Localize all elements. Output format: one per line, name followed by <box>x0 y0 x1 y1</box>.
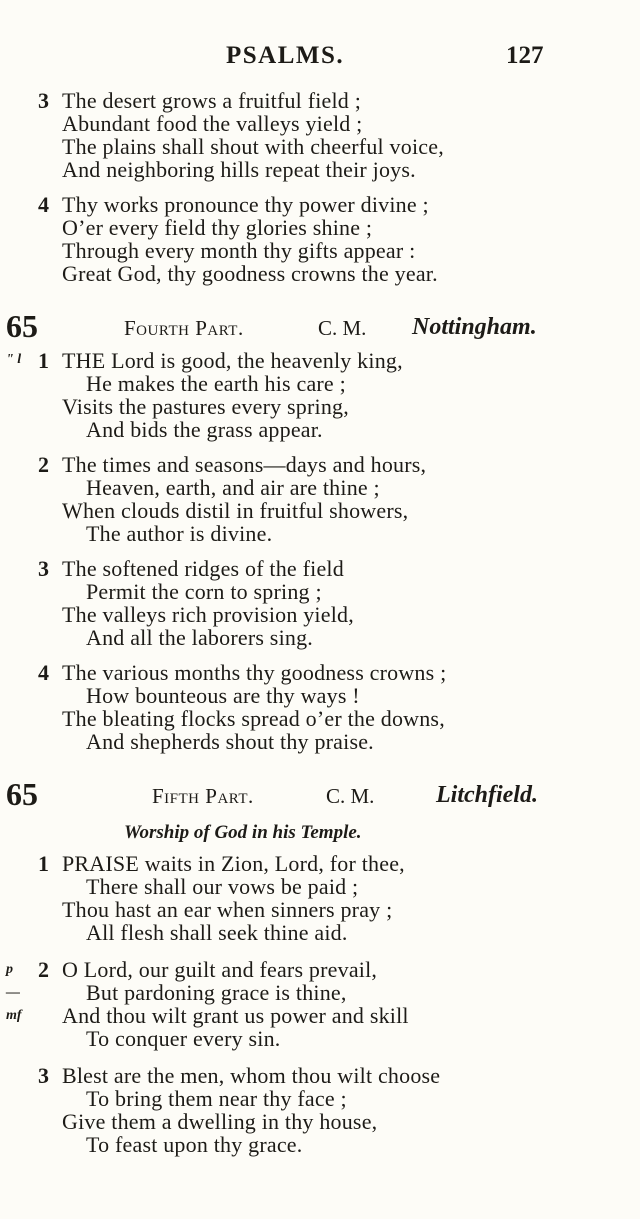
hymn-heading <box>0 308 640 348</box>
verse-line: The desert grows a fruitful field ; <box>62 88 362 113</box>
verse-line: The softened ridges of the field <box>62 556 344 581</box>
verse-line: The bleating flocks spread o’er the downs, <box>62 706 445 731</box>
verse-line: To bring them near thy face ; <box>86 1086 347 1111</box>
hymn-part: Fourth Part. <box>124 316 244 340</box>
verse-line: He makes the earth his care ; <box>86 371 346 396</box>
verse-line: Visits the pastures every spring, <box>62 394 349 419</box>
verse-line: And shepherds shout thy praise. <box>86 729 374 754</box>
verse-line: All flesh shall seek thine aid. <box>86 920 348 945</box>
margin-mark: " l <box>6 352 22 367</box>
verse-line: But pardoning grace is thine, <box>86 980 347 1005</box>
running-head <box>0 42 640 72</box>
verse-line: Give them a dwelling in thy house, <box>62 1109 378 1134</box>
verse-line: There shall our vows be paid ; <box>86 874 359 899</box>
verse-line: Thou hast an ear when sinners pray ; <box>62 897 393 922</box>
verse-line: PRAISE waits in Zion, Lord, for thee, <box>62 851 405 876</box>
verse-line: Abundant food the valleys yield ; <box>62 111 363 136</box>
verse-line: And all the laborers sing. <box>86 625 313 650</box>
running-title: PSALMS. <box>226 42 345 69</box>
verse-line: Through every month thy gifts appear : <box>62 238 416 263</box>
stanza-number: 3 <box>38 1063 50 1088</box>
verse-line: How bounteous are thy ways ! <box>86 683 360 708</box>
verse-line: The author is divine. <box>86 521 273 546</box>
verse-line: When clouds distil in fruitful showers, <box>62 498 409 523</box>
stanza-number: 2 <box>38 957 50 982</box>
verse-line: The plains shall shout with cheerful voice, <box>62 134 444 159</box>
verse-line: O’er every field thy glories shine ; <box>62 215 373 240</box>
hymn-part: Fifth Part. <box>152 784 254 808</box>
verse-line: And thou wilt grant us power and skill <box>62 1003 409 1028</box>
verse-line: Great God, thy goodness crowns the year. <box>62 261 438 286</box>
page-number: 127 <box>506 42 544 69</box>
stanza-number: 4 <box>38 192 50 217</box>
verse-line: Heaven, earth, and air are thine ; <box>86 475 380 500</box>
hymn-number: 65 <box>6 776 38 812</box>
verse-line: And neighboring hills repeat their joys. <box>62 157 416 182</box>
verse-line: Thy works pronounce thy power divine ; <box>62 192 429 217</box>
stanza-number: 3 <box>38 556 50 581</box>
tune-name: Litchfield. <box>436 782 538 808</box>
verse-line: The various months thy goodness crowns ; <box>62 660 447 685</box>
verse-line: To conquer every sin. <box>86 1026 281 1051</box>
verse-line: THE Lord is good, the heavenly king, <box>62 348 403 373</box>
verse-line: The times and seasons—days and hours, <box>62 452 427 477</box>
dynamic-mark-piano: p <box>6 962 13 977</box>
verse-line: To feast upon thy grace. <box>86 1132 303 1157</box>
stanza-number: 2 <box>38 452 50 477</box>
stanza-number: 4 <box>38 660 50 685</box>
dynamic-mark-dash: — <box>6 985 20 1000</box>
verse-line: And bids the grass appear. <box>86 417 323 442</box>
tune-name: Nottingham. <box>412 314 537 340</box>
verse-line: O Lord, our guilt and fears prevail, <box>62 957 378 982</box>
hymn-meter: C. M. <box>326 784 375 808</box>
dynamic-mark-mezzo-forte: mf <box>6 1008 22 1023</box>
verse-line: Blest are the men, whom thou wilt choose <box>62 1063 441 1088</box>
stanza-number: 1 <box>38 851 50 876</box>
stanza-number: 1 <box>38 348 50 373</box>
verse-line: The valleys rich provision yield, <box>62 602 354 627</box>
hymn-number: 65 <box>6 308 38 344</box>
hymn-meter: C. M. <box>318 316 367 340</box>
hymn-subtitle: Worship of God in his Temple. <box>124 822 362 843</box>
stanza-number: 3 <box>38 88 50 113</box>
hymn-heading <box>0 776 640 816</box>
verse-line: Permit the corn to spring ; <box>86 579 322 604</box>
